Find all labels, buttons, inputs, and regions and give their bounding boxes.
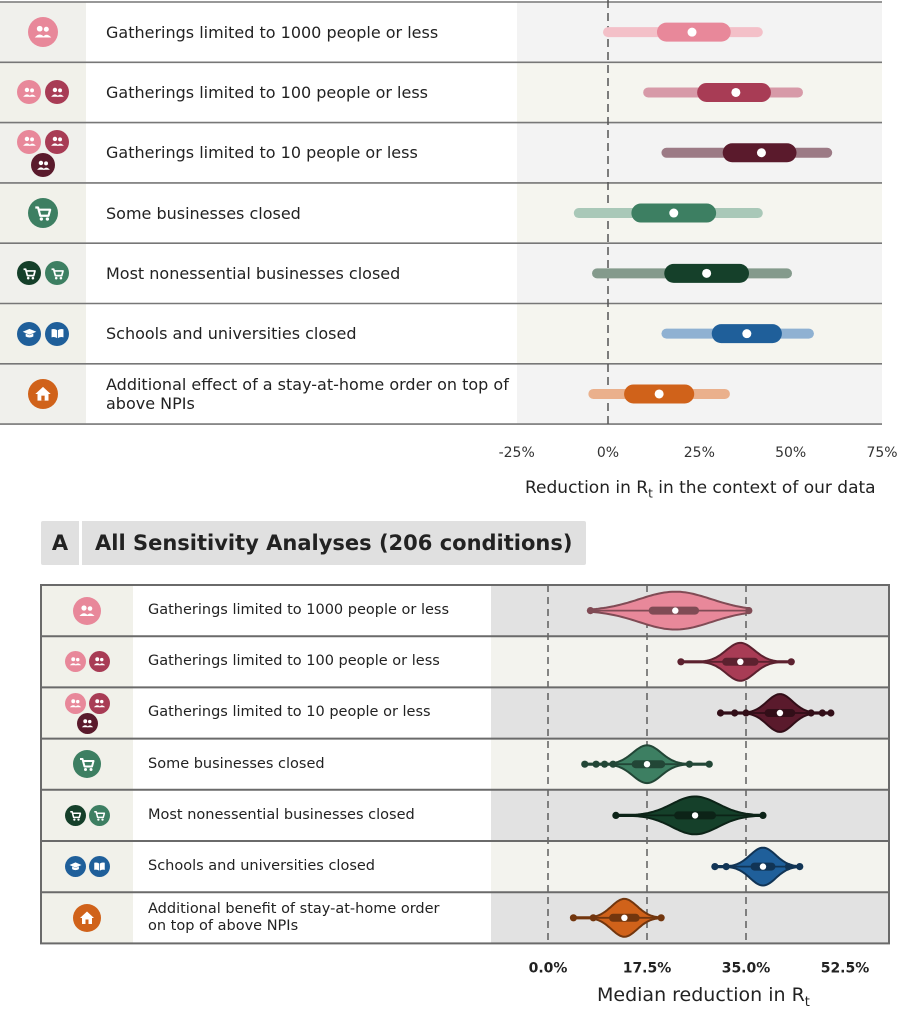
outlier-point	[742, 709, 749, 716]
violin-mark	[677, 643, 795, 681]
interval-mark	[666, 329, 808, 338]
violin-frame	[41, 585, 889, 943]
median-point	[669, 209, 678, 218]
interval-mark	[666, 148, 827, 157]
row-label: Gatherings limited to 100 people or less	[106, 82, 428, 102]
median-point	[742, 329, 751, 338]
violin-mark	[717, 694, 835, 732]
outlier-point	[609, 761, 616, 768]
x-tick-label: -25%	[498, 445, 535, 461]
interval-chart-panel	[0, 0, 898, 501]
median-point	[644, 761, 650, 767]
median-point	[692, 812, 698, 818]
outlier-point	[612, 812, 619, 819]
row-label: Gatherings limited to 10 people or less	[106, 143, 418, 163]
median-point	[760, 863, 766, 869]
violin-mark	[581, 745, 713, 783]
median-point	[702, 269, 711, 278]
outlier-point	[785, 863, 792, 870]
outlier-point	[711, 863, 718, 870]
outlier-point	[590, 914, 597, 921]
x-tick-label: 75%	[866, 445, 898, 461]
interval-chart-xlabel	[525, 478, 876, 500]
median-point	[737, 659, 743, 665]
x-tick-label: 35.0%	[721, 960, 771, 977]
x-tick-label: 0.0%	[528, 960, 568, 977]
outlier-point	[587, 607, 594, 614]
median-point	[655, 389, 664, 398]
violin-mark	[612, 797, 766, 835]
median-point	[757, 148, 766, 157]
row-label: Schools and universities closed	[106, 324, 357, 344]
outlier-point	[788, 658, 795, 665]
median-point	[688, 28, 697, 37]
outlier-point	[827, 709, 834, 716]
violin-xlabel-sub: t	[804, 994, 810, 1010]
outlier-point	[658, 914, 665, 921]
x-tick-label: 50%	[775, 445, 807, 461]
interval-xlabel-prefix: Reduction in R	[525, 478, 649, 498]
outlier-point	[717, 709, 724, 716]
outlier-point	[759, 812, 766, 819]
row-label: Some businesses closed	[106, 203, 301, 223]
row-label: Additional effect of a stay-at-home order on top of above NPIs	[106, 374, 509, 413]
row-label: Schools and universities closed	[148, 858, 375, 875]
row-label: Some businesses closed	[148, 755, 325, 772]
section-letter: A	[51, 531, 69, 555]
outlier-point	[677, 658, 684, 665]
row-label: Gatherings limited to 1000 people or less	[148, 602, 450, 619]
row-label: Gatherings limited to 10 people or less	[148, 704, 431, 721]
interval-mark	[593, 389, 725, 398]
violin-chart-xlabel	[597, 984, 810, 1010]
interval-xlabel-sub: t	[648, 486, 653, 501]
section-divider	[79, 521, 82, 565]
interval-mark	[579, 209, 758, 218]
outlier-point	[592, 761, 599, 768]
outlier-point	[807, 709, 814, 716]
outlier-point	[723, 863, 730, 870]
row-label: Most nonessential businesses closed	[148, 806, 415, 823]
outlier-point	[819, 709, 826, 716]
median-point	[672, 607, 678, 613]
outlier-point	[601, 761, 608, 768]
violin-xlabel-prefix: Median reduction in R	[597, 984, 805, 1006]
violin-mark	[570, 899, 665, 937]
row-label: Most nonessential businesses closed	[106, 263, 401, 283]
outlier-point	[686, 761, 693, 768]
outlier-point	[706, 761, 713, 768]
x-tick-label: 17.5%	[622, 960, 672, 977]
section-title: All Sensitivity Analyses (206 conditions)	[95, 531, 573, 555]
outlier-point	[796, 863, 803, 870]
interval-xlabel-suffix: in the context of our data	[652, 478, 876, 498]
row-label: Gatherings limited to 100 people or less	[148, 653, 440, 670]
outlier-point	[745, 607, 752, 614]
violin-chart-panel	[0, 580, 902, 1024]
x-tick-label: 0%	[596, 445, 620, 461]
median-point	[777, 710, 783, 716]
outlier-point	[731, 709, 738, 716]
median-point	[621, 915, 627, 921]
interval-chart-plot	[0, 0, 898, 470]
interval-mark	[597, 269, 787, 278]
median-point	[731, 88, 740, 97]
section-header	[41, 521, 586, 565]
violin-chart-plot	[0, 580, 902, 980]
row-label: Gatherings limited to 1000 people or less	[106, 22, 439, 42]
x-tick-label: 25%	[683, 445, 715, 461]
violin-mark	[587, 592, 753, 630]
x-tick-label: 52.5%	[820, 960, 870, 977]
violin-mark	[711, 848, 803, 886]
outlier-point	[570, 914, 577, 921]
interval-mark	[648, 88, 798, 97]
row-label: Additional benefit of stay-at-home order on top of above NPIs	[148, 900, 440, 934]
interval-mark	[608, 28, 758, 37]
outlier-point	[581, 761, 588, 768]
